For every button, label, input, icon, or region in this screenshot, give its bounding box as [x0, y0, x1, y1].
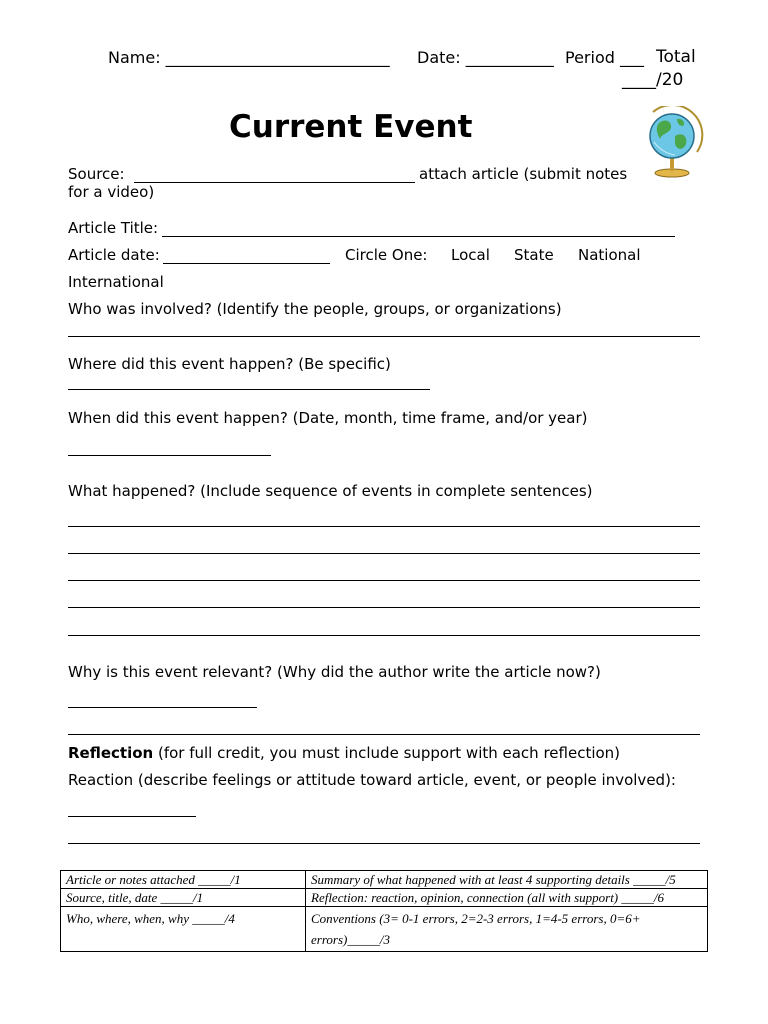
answer-line-what-5[interactable] — [68, 635, 700, 636]
reflection-heading: Reflection — [68, 744, 154, 762]
source-note: attach article (submit notes — [419, 165, 628, 183]
option-local[interactable]: Local — [451, 246, 490, 264]
circle-one-label: Circle One: — [345, 246, 428, 264]
question-why: Why is this event relevant? (Why did the author write the article now?) — [68, 663, 601, 681]
rubric-cell: Summary of what happened with at least 4 supporting details _____/5 — [306, 871, 708, 889]
answer-line-when[interactable] — [68, 455, 271, 456]
article-title-blank[interactable] — [162, 236, 675, 237]
globe-icon — [641, 106, 707, 178]
period-field-label: Period ___ — [565, 48, 644, 67]
answer-line-what-2[interactable] — [68, 553, 700, 554]
answer-line-reaction-1[interactable] — [68, 816, 196, 817]
article-date-label: Article date: — [68, 246, 160, 264]
source-label: Source: — [68, 165, 125, 183]
total-label: Total — [656, 47, 696, 67]
rubric-row — [61, 889, 708, 907]
answer-line-what-3[interactable] — [68, 580, 700, 581]
rubric-cell: Conventions (3= 0-1 errors, 2=2-3 errors, 1=4-5 errors, 0=6+ errors)_____/3 — [306, 907, 708, 952]
answer-line-reaction-2[interactable] — [68, 843, 700, 844]
option-state[interactable]: State — [514, 246, 554, 264]
rubric-cell: Who, where, when, why _____/4 — [61, 907, 306, 952]
article-date-blank[interactable] — [163, 263, 330, 264]
answer-line-why-2[interactable] — [68, 734, 700, 735]
answer-line-where[interactable] — [68, 389, 430, 390]
grading-rubric — [60, 870, 708, 952]
name-field-label: Name: ____________________________ — [108, 48, 390, 67]
rubric-cell: Reflection: reaction, opinion, connection (all with support) _____/6 — [306, 889, 708, 907]
rubric-cell: Source, title, date _____/1 — [61, 889, 306, 907]
total-score: ____/20 — [622, 70, 684, 90]
option-international[interactable]: International — [68, 273, 164, 291]
question-where: Where did this event happen? (Be specific) — [68, 355, 391, 373]
answer-line-who[interactable] — [68, 336, 700, 337]
answer-line-what-4[interactable] — [68, 607, 700, 608]
answer-line-why-1[interactable] — [68, 707, 257, 708]
source-note-cont: for a video) — [68, 183, 155, 201]
date-field-label: Date: ___________ — [417, 48, 554, 67]
rubric-row — [61, 871, 708, 889]
reflection-line — [68, 744, 620, 762]
source-blank[interactable] — [134, 182, 415, 183]
rubric-row — [61, 907, 708, 952]
reflection-instructions: (for full credit, you must include support with each reflection) — [157, 744, 621, 762]
article-title-label: Article Title: — [68, 219, 159, 237]
reaction-prompt: Reaction (describe feelings or attitude toward article, event, or people involved): — [68, 771, 676, 789]
question-when: When did this event happen? (Date, month, time frame, and/or year) — [68, 409, 588, 427]
answer-line-what-1[interactable] — [68, 526, 700, 527]
page-title: Current Event — [229, 109, 473, 145]
option-national[interactable]: National — [578, 246, 641, 264]
question-who: Who was involved? (Identify the people, groups, or organizations) — [68, 300, 562, 318]
rubric-cell: Article or notes attached _____/1 — [61, 871, 306, 889]
question-what: What happened? (Include sequence of events in complete sentences) — [68, 482, 593, 500]
